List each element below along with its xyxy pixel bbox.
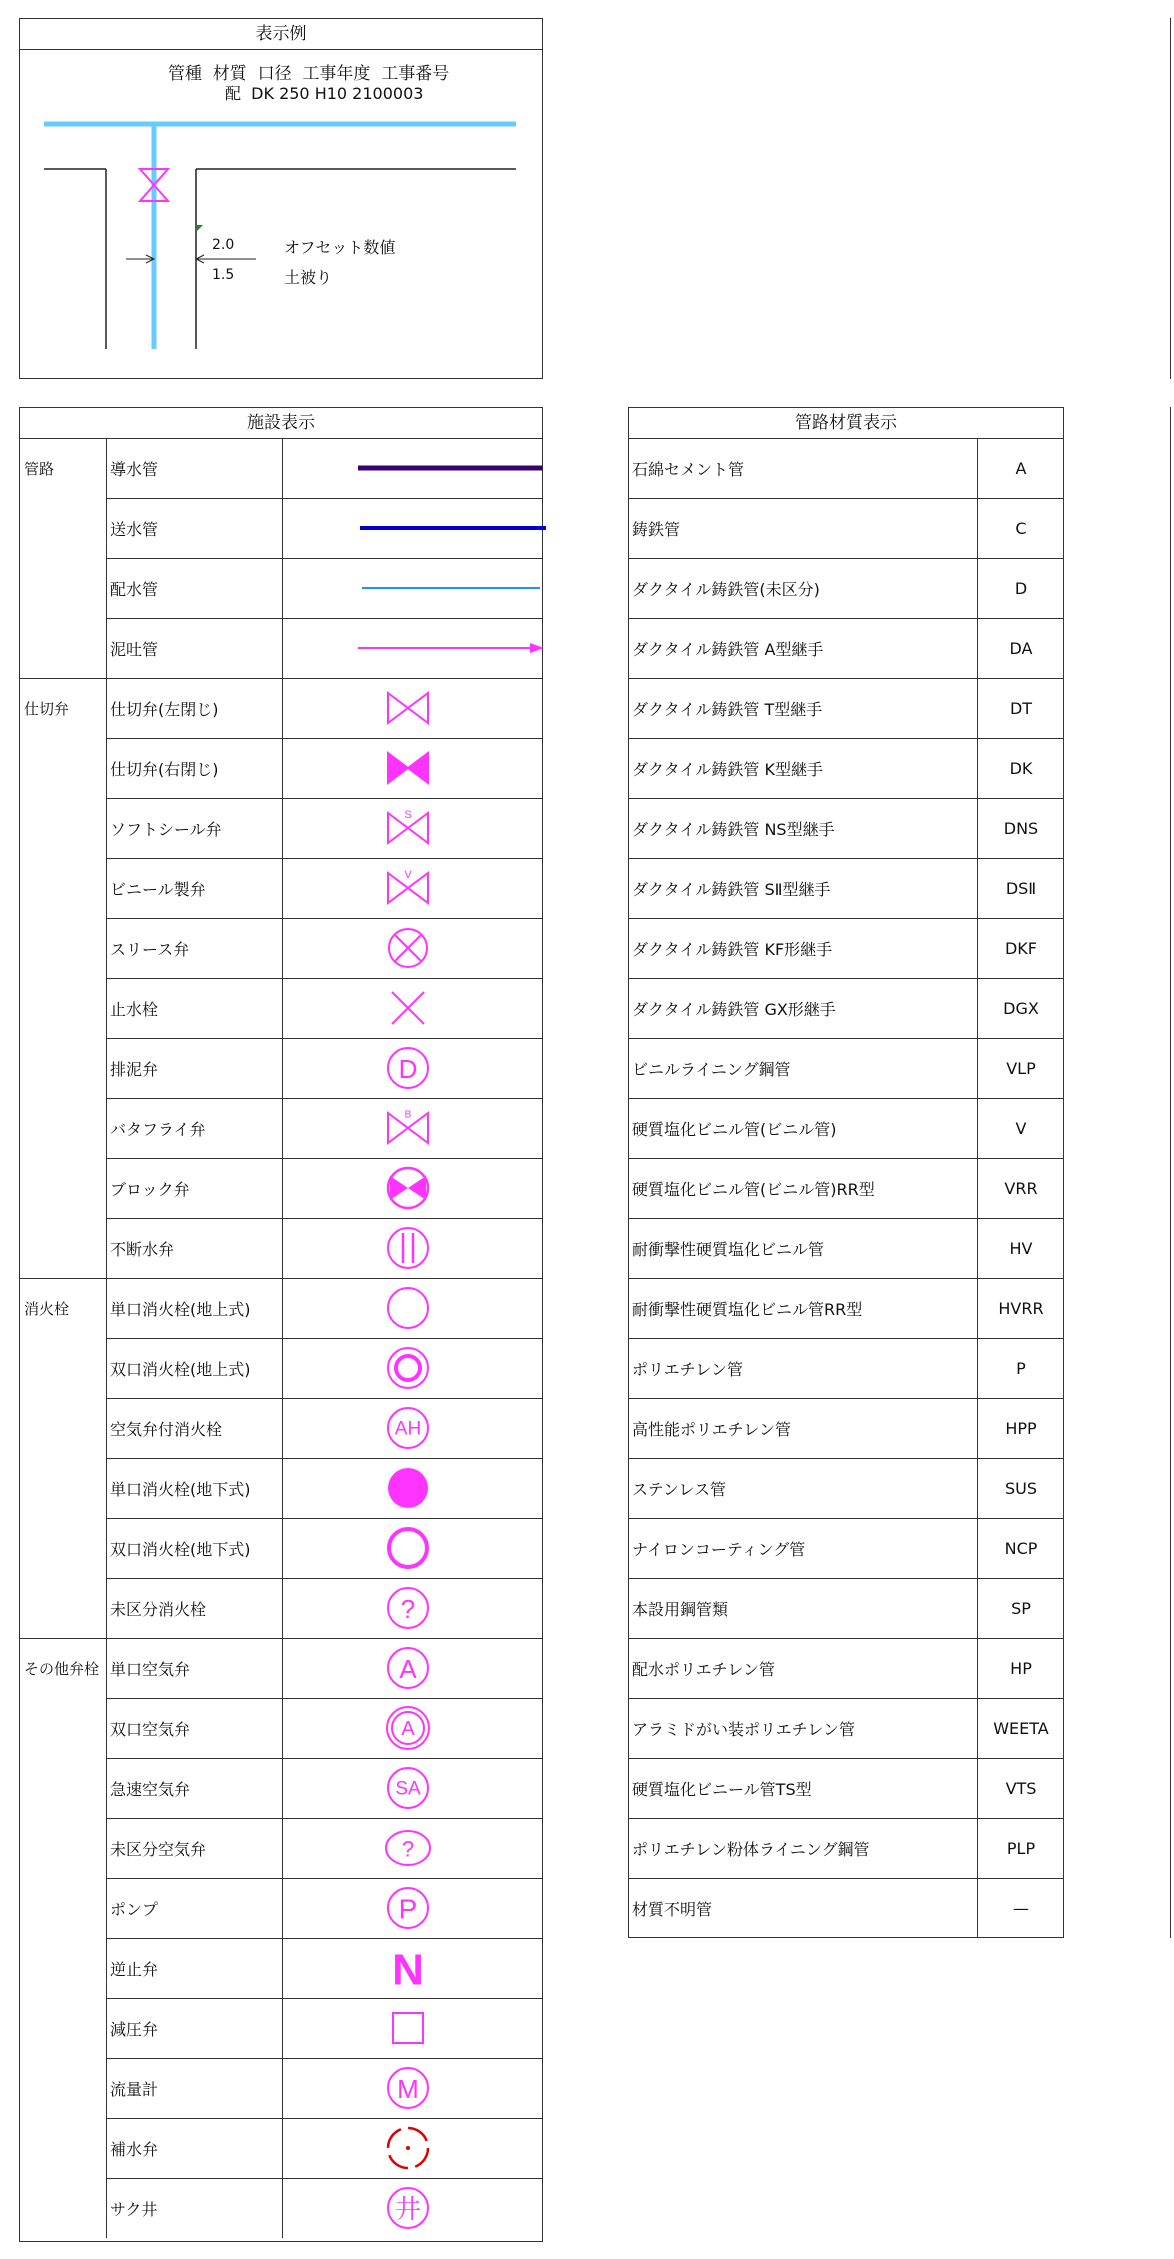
material-name: ダクタイル鋳鉄管 SⅡ型継手	[632, 879, 831, 899]
circle-sa-icon	[318, 1759, 578, 1817]
valve-filled-icon	[318, 739, 578, 797]
svg-text:S: S	[404, 809, 412, 821]
ellipse-question-icon	[318, 1819, 578, 1877]
material-code: VTS	[1005, 1778, 1037, 1798]
svg-text:V: V	[404, 869, 412, 881]
light-blue-line-icon	[318, 559, 578, 617]
facilities-title: 施設表示	[20, 408, 542, 439]
facility-label: 補水弁	[110, 2139, 159, 2159]
svg-text:?: ?	[401, 1836, 415, 1862]
material-code: HP	[1010, 1658, 1032, 1678]
cover-value: 1.5	[212, 267, 235, 283]
material-name: 石綿セメント管	[632, 459, 745, 479]
svg-text:SA: SA	[395, 1778, 421, 1800]
material-name: 耐衝撃性硬質塩化ビニル管	[632, 1239, 825, 1259]
material-code: P	[1016, 1358, 1026, 1378]
material-name: 硬質塩化ビニール管TS型	[632, 1779, 812, 1799]
material-code: —	[1013, 1898, 1029, 1918]
material-name: ビニルライニング鋼管	[632, 1059, 791, 1079]
double-circle-a-icon	[318, 1699, 578, 1757]
material-name: 配水ポリエチレン管	[632, 1659, 775, 1679]
right-edge-line	[1170, 18, 1171, 379]
facility-label: 配水管	[110, 579, 159, 599]
circle-a-icon	[318, 1639, 578, 1697]
example-header-line2: 配 DK 250 H10 2100003	[225, 84, 424, 103]
facility-label: 不断水弁	[110, 1239, 175, 1259]
svg-text:A: A	[401, 1718, 415, 1740]
group-label: その他弁栓	[24, 1659, 100, 1678]
offset-value: 2.0	[212, 237, 235, 253]
facility-label: 単口空気弁	[110, 1659, 191, 1679]
circle-x-icon	[318, 919, 578, 977]
double-circle-icon	[318, 1339, 578, 1397]
facility-label: 流量計	[110, 2079, 159, 2099]
materials-table	[628, 407, 1064, 1938]
material-code: DK	[1009, 758, 1033, 778]
valve-s-icon	[318, 799, 578, 857]
svg-text:井: 井	[394, 2194, 422, 2224]
valve-b-icon	[318, 1099, 578, 1157]
material-code: V	[1015, 1118, 1027, 1138]
material-code: DGX	[1003, 998, 1039, 1018]
facility-label: 導水管	[110, 459, 159, 479]
material-code: A	[1015, 458, 1027, 478]
facility-label: 双口消火栓(地上式)	[110, 1359, 251, 1379]
example-panel	[19, 18, 543, 379]
valve-v-icon	[318, 859, 578, 917]
material-code: HV	[1009, 1238, 1033, 1258]
material-code: HPP	[1005, 1418, 1037, 1438]
circle-outline-icon	[318, 1279, 578, 1337]
material-name: ダクタイル鋳鉄管 A型継手	[632, 639, 824, 659]
right-edge-line	[1170, 407, 1171, 1938]
material-code: DNS	[1003, 818, 1039, 838]
group-label: 消火栓	[24, 1299, 70, 1318]
square-icon	[318, 1999, 578, 2057]
material-code: D	[1014, 578, 1028, 598]
facility-label: 未区分空気弁	[110, 1839, 207, 1859]
materials-title: 管路材質表示	[629, 408, 1063, 439]
circle-d-icon	[318, 1039, 578, 1097]
facility-label: 仕切弁(左閉じ)	[110, 699, 219, 719]
material-code: DSⅡ	[1005, 878, 1037, 898]
example-diagram	[20, 19, 540, 349]
facility-label: スリース弁	[110, 939, 190, 959]
material-code: SUS	[1004, 1478, 1038, 1498]
facility-label: 急速空気弁	[110, 1779, 191, 1799]
facility-label: ブロック弁	[110, 1179, 190, 1199]
circle-p-icon	[318, 1879, 578, 1937]
material-name: 耐衝撃性硬質塩化ビニル管RR型	[632, 1299, 863, 1319]
material-name: ナイロンコーティング管	[632, 1539, 806, 1559]
material-name: ダクタイル鋳鉄管(未区分)	[632, 579, 820, 599]
magenta-arrow-line-icon	[318, 619, 578, 677]
circle-filled-icon	[318, 1459, 578, 1517]
material-name: 高性能ポリエチレン管	[632, 1419, 791, 1439]
svg-text:P: P	[398, 1893, 418, 1925]
facility-label: ソフトシール弁	[110, 819, 222, 839]
group-label: 仕切弁	[24, 699, 70, 718]
facility-label: バタフライ弁	[110, 1119, 206, 1139]
facility-label: 排泥弁	[110, 1059, 159, 1079]
dark-purple-line-icon	[318, 439, 578, 497]
svg-text:D: D	[398, 1054, 418, 1084]
letter-n-icon	[318, 1939, 578, 1997]
blue-line-icon	[318, 499, 578, 557]
material-name: 材質不明管	[632, 1899, 713, 1919]
material-code: HVRR	[998, 1298, 1044, 1318]
material-code: VRR	[1004, 1178, 1038, 1198]
circle-ah-icon	[318, 1399, 578, 1457]
facility-label: 仕切弁(右閉じ)	[110, 759, 219, 779]
facilities-table	[19, 407, 543, 2242]
material-name: ダクタイル鋳鉄管 T型継手	[632, 699, 823, 719]
cover-label: 土被り	[284, 268, 333, 287]
material-name: アラミドがい装ポリエチレン管	[632, 1719, 855, 1739]
material-code: C	[1015, 518, 1027, 538]
circle-m-icon	[318, 2059, 578, 2117]
svg-text:M: M	[397, 2074, 419, 2104]
material-code: PLP	[1006, 1838, 1036, 1858]
material-name: 鋳鉄管	[632, 519, 681, 539]
material-name: ポリエチレン粉体ライニング鋼管	[632, 1839, 870, 1859]
material-name: 硬質塩化ビニル管(ビニル管)	[632, 1119, 837, 1139]
facility-label: ポンプ	[110, 1899, 159, 1919]
svg-text:A: A	[399, 1654, 417, 1684]
red-dashed-circle-icon	[318, 2119, 578, 2177]
material-name: ポリエチレン管	[632, 1359, 743, 1379]
offset-label: オフセット数値	[284, 238, 396, 257]
example-header-line1: 管種 材質 口径 工事年度 工事番号	[168, 64, 450, 84]
facility-label: 双口消火栓(地下式)	[110, 1539, 251, 1559]
facility-label: 減圧弁	[110, 2019, 159, 2039]
material-name: ステンレス管	[632, 1479, 727, 1499]
facility-label: 単口消火栓(地上式)	[110, 1299, 251, 1319]
circle-well-icon	[318, 2179, 578, 2237]
facility-label: 逆止弁	[110, 1959, 159, 1979]
material-name: 硬質塩化ビニル管(ビニル管)RR型	[632, 1179, 875, 1199]
svg-text:?: ?	[400, 1594, 416, 1624]
example-title: 表示例	[20, 19, 542, 50]
facility-label: 単口消火栓(地下式)	[110, 1479, 251, 1499]
svg-text:N: N	[392, 1945, 424, 1995]
circle-question-icon	[318, 1579, 578, 1637]
material-name: ダクタイル鋳鉄管 GX形継手	[632, 999, 836, 1019]
x-mark-icon	[318, 979, 578, 1037]
group-label: 管路	[24, 459, 55, 478]
material-code: VLP	[1006, 1058, 1036, 1078]
facility-label: 未区分消火栓	[110, 1599, 207, 1619]
svg-text:B: B	[404, 1109, 412, 1121]
material-name: ダクタイル鋳鉄管 KF形継手	[632, 939, 833, 959]
svg-text:AH: AH	[394, 1418, 422, 1440]
facility-label: 送水管	[110, 519, 159, 539]
facility-label: 泥吐管	[110, 639, 159, 659]
material-code: DA	[1009, 638, 1033, 658]
facility-label: 空気弁付消火栓	[110, 1419, 223, 1439]
circle-thick-icon	[318, 1519, 578, 1577]
material-code: SP	[1011, 1598, 1031, 1618]
valve-outline-icon	[318, 679, 578, 737]
facility-label: ビニール製弁	[110, 879, 206, 899]
material-name: ダクタイル鋳鉄管 K型継手	[632, 759, 823, 779]
circle-bars-icon	[318, 1219, 578, 1277]
facility-label: サク井	[110, 2199, 158, 2219]
facility-label: 双口空気弁	[110, 1719, 191, 1739]
facility-label: 止水栓	[110, 999, 159, 1019]
circle-valve-icon	[318, 1159, 578, 1217]
material-code: DKF	[1004, 938, 1037, 958]
material-code: DT	[1009, 698, 1033, 718]
material-code: WEETA	[993, 1718, 1049, 1738]
material-name: ダクタイル鋳鉄管 NS型継手	[632, 819, 835, 839]
material-name: 本設用鋼管類	[632, 1599, 729, 1619]
material-code: NCP	[1004, 1538, 1038, 1558]
